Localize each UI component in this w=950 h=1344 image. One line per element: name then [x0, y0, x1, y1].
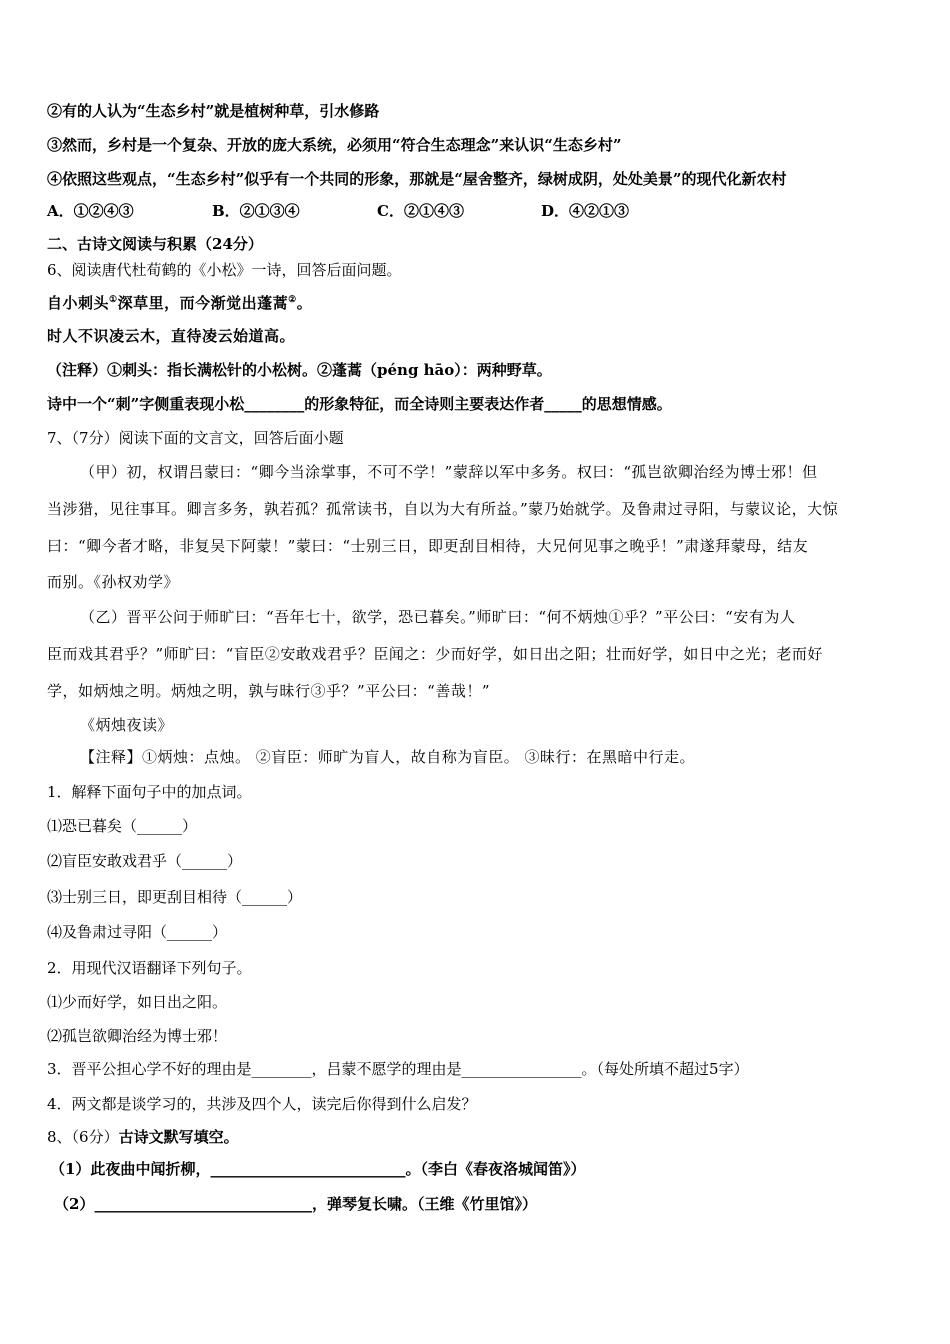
q7-sub1-item-1: ⑴恐已暮矣（______） — [47, 817, 198, 835]
q7-yi-line-2: 臣而戏其君乎？”师旷曰：“盲臣②安敢戏君乎？臣闻之：少而好学，如日出之阳；壮而好学，如日中之光；老而好 — [47, 645, 823, 663]
q5-option-b[interactable]: B．②①③④ — [212, 202, 300, 220]
q6-poem-line-1-c: 。 — [296, 294, 313, 312]
note-marker-1: ① — [109, 295, 118, 305]
q6-question: 诗中一个“刺”字侧重表现小松________的形象特征，而全诗则主要表达作者_____的思想情感。 — [47, 395, 672, 413]
q5-item-3: ③然而，乡村是一个复杂、开放的庞大系统，必须用“符合生态理念”来认识“生态乡村” — [47, 136, 622, 154]
q7-sub2-item-2: ⑵孤岂欲卿治经为博士邪！ — [47, 1027, 228, 1045]
q5-option-d[interactable]: D．④②①③ — [541, 202, 630, 220]
q6-note: （注释）①刺头：指长满松针的小松树。②蓬蒿（péng hāo）：两种野草。 — [47, 361, 552, 379]
q8-line-2 — [54, 1193, 537, 1215]
q8-stem-text: 古诗文默写填空。 — [118, 1128, 239, 1146]
q7-sub2: 2．用现代汉语翻译下列句子。 — [47, 959, 252, 977]
q8-line-1: （1）此夜曲中闻折柳，__________________________。（李白《春夜洛城闻笛》） — [50, 1160, 586, 1178]
q5-item-2: ②有的人认为“生态乡村”就是植树种草，引水修路 — [47, 102, 380, 120]
q7-sub1-item-2: ⑵盲臣安敢戏君乎（______） — [47, 852, 243, 870]
q5-item-4: ④依照这些观点，“生态乡村”似乎有一个共同的形象，那就是“屋舍整齐，绿树成阴，处处美景”的现代化新农村 — [47, 170, 787, 188]
q8-stem-number: 8、（6分） — [47, 1128, 119, 1146]
q5-option-a[interactable]: A．①②④③ — [47, 202, 134, 220]
q7-sub1: 1．解释下面句子中的加点词。 — [47, 783, 252, 801]
q7-sub3: 3．晋平公担心学不好的理由是________，吕蒙不愿学的理由是________________。（每处所填不超过5字） — [47, 1060, 749, 1078]
q7-sub1-item-3: ⑶士别三日，即更刮目相待（______） — [47, 888, 303, 906]
q6-poem-line-1-a: 自小刺头 — [47, 294, 110, 312]
q7-notes: 【注释】①炳烛：点烛。 ②盲臣：师旷为盲人，故自称为盲臣。 ③昧行：在黑暗中行走。 — [80, 748, 696, 766]
q5-option-c[interactable]: C．②①④③ — [377, 202, 464, 220]
q7-stem: 7、（7分）阅读下面的文言文，回答后面小题 — [47, 429, 344, 447]
q7-sub2-item-1: ⑴少而好学，如日出之阳。 — [47, 993, 228, 1011]
q6-stem: 6、阅读唐代杜荀鹤的《小松》一诗，回答后面问题。 — [47, 261, 402, 279]
q7-jia-line-1: （甲）初，权谓吕蒙曰：“卿今当涂掌事，不可不学！”蒙辞以军中多务。权曰：“孤岂欲卿治经为博士邪！但 — [80, 463, 818, 481]
q8-line-2-rest: _____________________________，弹琴复长啸。（王维《竹里馆》） — [94, 1195, 537, 1213]
q6-poem-line-1 — [47, 292, 312, 314]
q7-yi-line-1: （乙）晋平公问于师旷曰：“吾年七十，欲学，恐已暮矣。”师旷曰：“何不炳烛①乎？”平公曰：“安有为人 — [80, 608, 796, 626]
note-marker-2: ② — [288, 295, 297, 305]
section-two-title: 二、古诗文阅读与积累（24分） — [47, 235, 263, 253]
q7-jia-line-4: 而别。《孙权劝学》 — [47, 573, 180, 591]
q7-jia-line-2: 当涉猎，见往事耳。卿言多务，孰若孤？孤常读书，自以为大有所益。”蒙乃始就学。及鲁肃过寻阳，与蒙议论，大惊 — [47, 500, 839, 518]
q7-yi-line-3: 学，如炳烛之明。炳烛之明，孰与昧行③乎？”平公曰：“善哉！” — [47, 682, 491, 700]
q7-sub4: 4．两文都是谈学习的，共涉及四个人，读完后你得到什么启发？ — [47, 1095, 477, 1113]
q7-sub1-item-4: ⑷及鲁肃过寻阳（______） — [47, 923, 228, 941]
q8-stem — [47, 1126, 239, 1148]
q7-yi-title: 《炳烛夜读》 — [80, 716, 174, 734]
q7-jia-line-3: 曰：“卿今者才略，非复吴下阿蒙！”蒙曰：“士别三日，即更刮目相待，大兄何见事之晚乎！”肃遂拜蒙母，结友 — [47, 537, 809, 555]
q6-poem-line-1-b: 深草里，而今渐觉出蓬蒿 — [117, 294, 289, 312]
q8-line-2-number: （2） — [54, 1195, 95, 1213]
q6-poem-line-2: 时人不识凌云木，直待凌云始道高。 — [47, 327, 296, 345]
